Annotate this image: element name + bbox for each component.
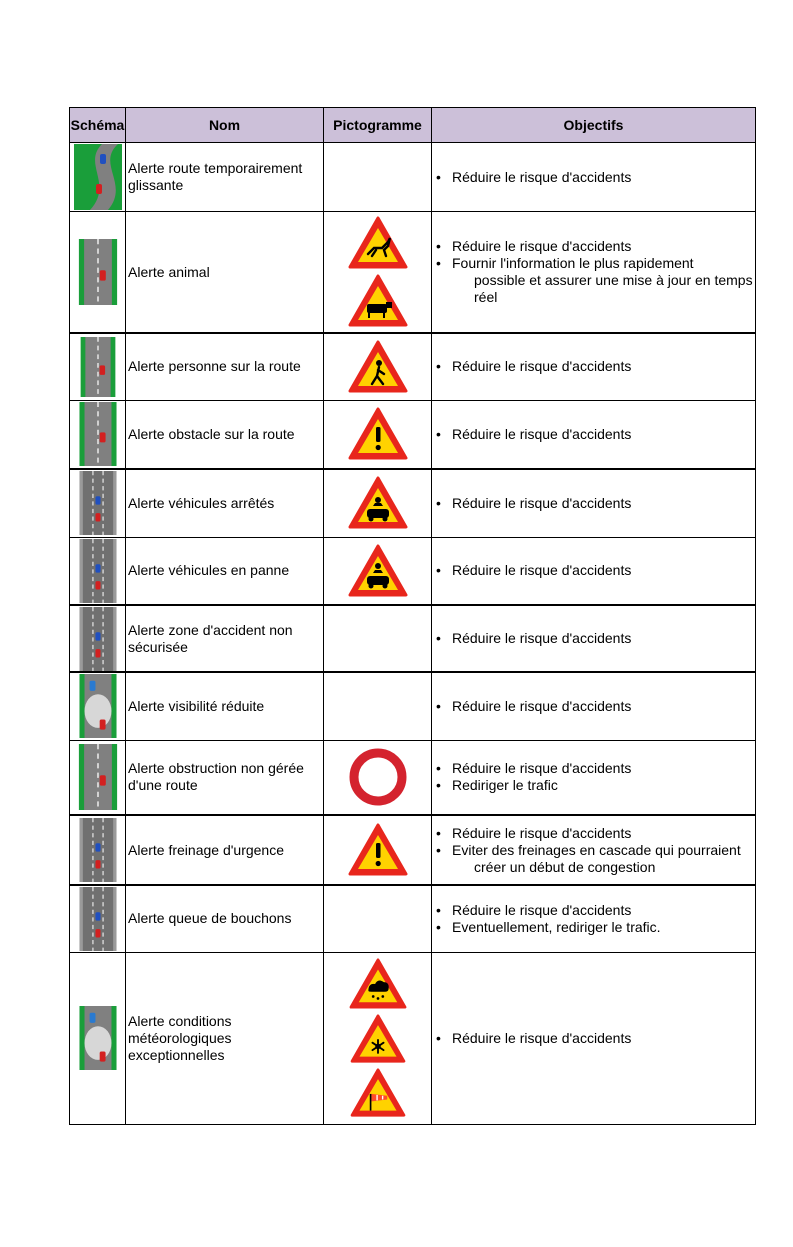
nom-cell: Alerte visibilité réduite (126, 672, 324, 740)
schema-cell (70, 400, 126, 469)
nom-cell: Alerte véhicules en panne (126, 537, 324, 605)
picto-cell (324, 740, 432, 815)
list-item: • Réduire le risque d'accidents (432, 358, 755, 375)
exclamation-warning-icon (348, 407, 408, 461)
objectifs-cell (432, 885, 756, 952)
snow-weather-icon (348, 958, 408, 1010)
table-row (70, 333, 756, 400)
nom-cell: Alerte personne sur la route (126, 333, 324, 400)
ice-weather-icon (350, 1014, 406, 1064)
deer-warning-icon (348, 216, 408, 270)
list-item: • Réduire le risque d'accidents (432, 495, 755, 512)
objectifs-cell (432, 143, 756, 212)
picto-cell (324, 672, 432, 740)
road-schema-icon (76, 471, 120, 535)
fog-road-icon (76, 674, 120, 738)
picto-cell (324, 212, 432, 334)
table-row (70, 605, 756, 672)
picto-cell (324, 143, 432, 212)
table-row (70, 672, 756, 740)
table-row (70, 885, 756, 952)
picto-cell (324, 605, 432, 672)
schema-cell (70, 740, 126, 815)
picto-cell (324, 952, 432, 1124)
picto-cell (324, 400, 432, 469)
list-item: • Eventuellement, rediriger le trafic. (432, 919, 755, 936)
objectifs-cell (432, 469, 756, 537)
picto-cell (324, 469, 432, 537)
list-item: • Réduire le risque d'accidents (432, 238, 755, 255)
list-item: • Réduire le risque d'accidents (432, 426, 755, 443)
list-item (432, 255, 755, 306)
list-item-continuation: créer un début de congestion (474, 858, 656, 875)
picto-cell (324, 885, 432, 952)
table-row (70, 469, 756, 537)
list-item: • Réduire le risque d'accidents (432, 169, 755, 186)
road-schema-icon (76, 539, 120, 603)
list-item: • Réduire le risque d'accidents (432, 902, 755, 919)
objectifs-cell (432, 815, 756, 885)
nom-cell: Alerte obstacle sur la route (126, 400, 324, 469)
list-item: • Réduire le risque d'accidents (432, 1030, 755, 1047)
table-row (70, 212, 756, 334)
road-schema-icon (76, 607, 120, 671)
breakdown-vehicle-warning-icon (348, 544, 408, 598)
schema-cell (70, 143, 126, 212)
header-objectifs: Objectifs (432, 108, 756, 143)
nom-cell: Alerte conditions météorologiques exceptionnelles (126, 952, 324, 1124)
objectifs-cell (432, 740, 756, 815)
list-item-text: Fournir l'information le plus rapidement (452, 255, 694, 271)
schema-cell (70, 885, 126, 952)
stopped-vehicle-warning-icon (348, 476, 408, 530)
table-row (70, 740, 756, 815)
schema-cell (70, 469, 126, 537)
exclamation-warning-icon (348, 823, 408, 877)
weather-road-icon (76, 1006, 120, 1070)
schema-cell (70, 815, 126, 885)
schema-cell (70, 952, 126, 1124)
road-schema-icon (76, 239, 120, 305)
nom-cell: Alerte véhicules arrêtés (126, 469, 324, 537)
road-schema-icon (76, 744, 120, 810)
list-item: • Réduire le risque d'accidents (432, 698, 755, 715)
table-row (70, 952, 756, 1124)
schema-cell (70, 605, 126, 672)
curved-road-icon (74, 144, 122, 210)
table-row (70, 537, 756, 605)
no-entry-circle-icon (349, 748, 407, 806)
objectifs-cell (432, 605, 756, 672)
list-item: • Réduire le risque d'accidents (432, 760, 755, 777)
picto-cell (324, 333, 432, 400)
list-item (432, 842, 755, 876)
alerts-table (69, 107, 756, 1125)
objectifs-cell (432, 333, 756, 400)
header-nom: Nom (126, 108, 324, 143)
road-schema-icon (76, 887, 120, 951)
nom-cell: Alerte obstruction non gérée d'une route (126, 740, 324, 815)
pedestrian-warning-icon (348, 340, 408, 394)
list-item: • Rediriger le trafic (432, 777, 755, 794)
wind-weather-icon (350, 1068, 406, 1118)
picto-cell (324, 815, 432, 885)
road-schema-icon (76, 402, 120, 466)
table-row (70, 400, 756, 469)
schema-cell (70, 537, 126, 605)
list-item: • Réduire le risque d'accidents (432, 630, 755, 647)
nom-cell: Alerte zone d'accident non sécurisée (126, 605, 324, 672)
objectifs-cell (432, 400, 756, 469)
road-schema-icon (76, 337, 120, 397)
picto-cell (324, 537, 432, 605)
schema-cell (70, 212, 126, 334)
schema-cell (70, 333, 126, 400)
table-header-row (70, 108, 756, 143)
objectifs-cell (432, 537, 756, 605)
header-schema: Schéma (70, 108, 126, 143)
objectifs-cell (432, 212, 756, 334)
nom-cell: Alerte route temporairement glissante (126, 143, 324, 212)
objectifs-cell (432, 672, 756, 740)
nom-cell: Alerte freinage d'urgence (126, 815, 324, 885)
objectifs-cell (432, 952, 756, 1124)
list-item-text: Eviter des freinages en cascade qui pourraient (452, 841, 741, 858)
table-row (70, 815, 756, 885)
nom-cell: Alerte queue de bouchons (126, 885, 324, 952)
list-item: • Réduire le risque d'accidents (432, 825, 755, 842)
list-item: • Réduire le risque d'accidents (432, 562, 755, 579)
cow-warning-icon (348, 274, 408, 328)
header-pictogramme: Pictogramme (324, 108, 432, 143)
schema-cell (70, 672, 126, 740)
nom-cell: Alerte animal (126, 212, 324, 334)
list-item-continuation: possible et assurer une mise à jour en temps réel (474, 272, 753, 305)
table-row (70, 143, 756, 212)
road-schema-icon (76, 818, 120, 882)
